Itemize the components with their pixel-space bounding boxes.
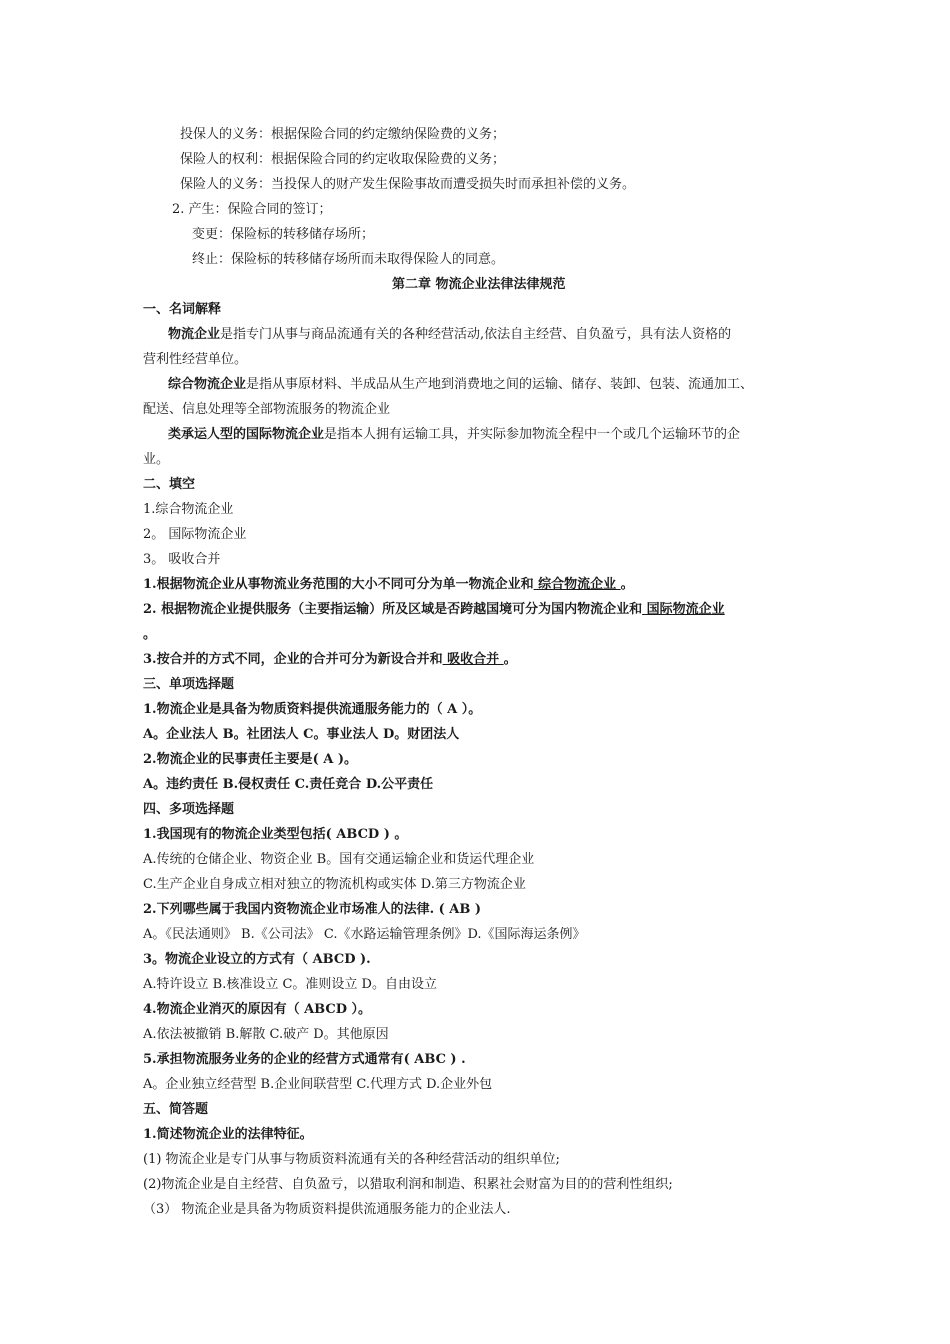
question-end: 。 <box>503 652 517 667</box>
multi-choice-options-1b: C.生产企业自身成立相对独立的物流机构或实体 D.第三方物流企业 <box>143 877 526 892</box>
definition-text: 是指从事原材料、半成品从生产地到消费地之间的运输、储存、装卸、包装、流通加工、 <box>246 377 754 392</box>
definition-term: 物流企业 <box>168 327 221 342</box>
definition-text: 是指本人拥有运输工具，并实际参加物流全程中一个或几个运输环节的企 <box>324 427 741 442</box>
multi-choice-options-3: A.特许设立 B.核准设立 C。准则设立 D。自由设立 <box>143 977 437 992</box>
fill-answer-3: 3。 吸收合并 <box>143 552 221 567</box>
section-heading-short-answer: 五、简答题 <box>143 1102 209 1117</box>
section-heading-multi-choice: 四、多项选择题 <box>143 802 235 817</box>
short-answer-point-3: （3） 物流企业是具备为物质资料提供流通服务能力的企业法人. <box>143 1202 511 1217</box>
definition-2-cont: 配送、信息处理等全部物流服务的物流企业 <box>143 402 391 417</box>
definition-1-cont: 营利性经营单位。 <box>143 352 248 367</box>
intro-line-6: 终止：保险标的转移储存场所而未取得保险人的同意。 <box>192 252 505 267</box>
definition-3 <box>168 426 740 444</box>
definition-term: 综合物流企业 <box>168 377 247 392</box>
multi-choice-question-1: 1.我国现有的物流企业类型包括( ABCD ) 。 <box>143 827 408 842</box>
definition-3-cont: 业。 <box>143 452 170 467</box>
question-text: 1.根据物流企业从事物流业务范围的大小不同可分为单一物流企业和 <box>143 577 534 592</box>
intro-line-1: 投保人的义务：根据保险合同的约定缴纳保险费的义务； <box>180 127 506 142</box>
fill-blank-answer: 国际物流企业 <box>642 602 725 617</box>
multi-choice-options-1a: A.传统的仓储企业、物资企业 B。国有交通运输企业和货运代理企业 <box>143 852 535 867</box>
definition-term: 类承运人型的国际物流企业 <box>168 427 325 442</box>
multi-choice-options-5: A。企业独立经营型 B.企业间联营型 C.代理方式 D.企业外包 <box>143 1077 493 1092</box>
definition-1 <box>168 326 731 344</box>
definition-text: 是指专门从事与商品流通有关的各种经营活动,依法自主经营、自负盈亏，具有法人资格的 <box>220 327 732 342</box>
section-heading-fill: 二、填空 <box>143 477 196 492</box>
section-heading-definitions: 一、名词解释 <box>143 302 222 317</box>
fill-question-3 <box>143 651 517 669</box>
fill-question-2 <box>143 601 725 619</box>
multi-choice-question-5: 5.承担物流服务业务的企业的经营方式通常有( ABC ) . <box>143 1052 466 1067</box>
fill-answer-2: 2。 国际物流企业 <box>143 527 247 542</box>
single-choice-options-1: A。企业法人 B。社团法人 C。事业法人 D。财团法人 <box>143 727 460 742</box>
short-answer-point-1: (1) 物流企业是专门从事与物质资料流通有关的各种经营活动的组织单位; <box>143 1152 560 1167</box>
fill-question-1 <box>143 576 634 594</box>
single-choice-question-1: 1.物流企业是具备为物质资料提供流通服务能力的（ A ）。 <box>143 702 482 717</box>
multi-choice-options-4: A.依法被撤销 B.解散 C.破产 D。其他原因 <box>143 1027 389 1042</box>
multi-choice-question-4: 4.物流企业消灭的原因有（ ABCD ）。 <box>143 1002 372 1017</box>
multi-choice-question-3: 3。物流企业设立的方式有（ ABCD ). <box>143 952 371 967</box>
question-end: 。 <box>620 577 634 592</box>
intro-line-4: 2. 产生：保险合同的签订； <box>172 202 332 217</box>
section-heading-single-choice: 三、单项选择题 <box>143 677 235 692</box>
intro-line-3: 保险人的义务：当投保人的财产发生保险事故而遭受损失时而承担补偿的义务。 <box>180 177 636 192</box>
intro-line-2: 保险人的权利：根据保险合同的约定收取保险费的义务； <box>180 152 506 167</box>
question-text: 2. 根据物流企业提供服务（主要指运输）所及区域是否跨越国境可分为国内物流企业和 <box>143 602 643 617</box>
chapter-title: 第二章 物流企业法律法律规范 <box>392 277 566 292</box>
multi-choice-options-2: A。《民法通则》 B.《公司法》 C.《水路运输管理条例》D.《国际海运条例》 <box>143 927 586 942</box>
fill-blank-answer: 综合物流企业 <box>533 577 621 592</box>
intro-line-5: 变更：保险标的转移储存场所； <box>192 227 375 242</box>
single-choice-options-2: A。违约责任 B.侵权责任 C.责任竞合 D.公平责任 <box>143 777 434 792</box>
fill-blank-answer: 吸收合并 <box>442 652 504 667</box>
fill-answer-1: 1.综合物流企业 <box>143 502 234 517</box>
definition-2 <box>168 376 753 394</box>
question-text: 3.按合并的方式不同，企业的合并可分为新设合并和 <box>143 652 443 667</box>
multi-choice-question-2: 2.下列哪些属于我国内资物流企业市场准人的法律. ( AB ) <box>143 902 482 917</box>
short-answer-question-1: 1.简述物流企业的法律特征。 <box>143 1127 313 1142</box>
short-answer-point-2: (2)物流企业是自主经营、自负盈亏，以猎取利润和制造、积累社会财富为目的的营利性组织; <box>143 1177 673 1192</box>
fill-question-2-end: 。 <box>143 627 157 642</box>
single-choice-question-2: 2.物流企业的民事责任主要是( A )。 <box>143 752 358 767</box>
